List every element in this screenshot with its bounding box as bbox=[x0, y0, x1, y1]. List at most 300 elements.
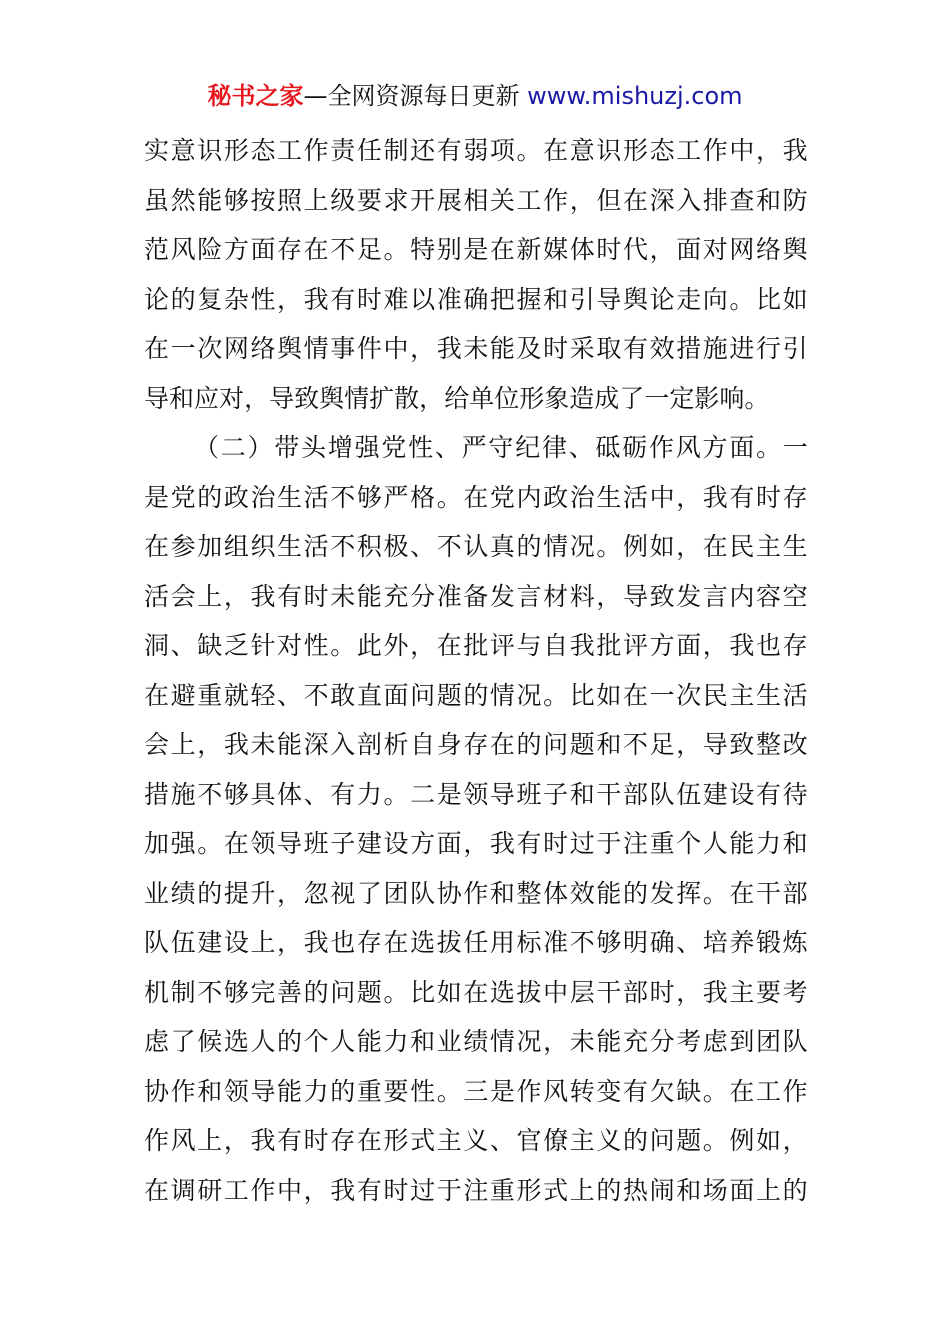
text-char: 生 bbox=[277, 482, 303, 512]
text-char: 导 bbox=[277, 829, 303, 858]
text-char: 我 bbox=[569, 631, 595, 660]
text-char: 的 bbox=[516, 532, 542, 561]
text-line bbox=[144, 522, 808, 572]
text-char: 情 bbox=[489, 680, 515, 710]
text-char: 重 bbox=[649, 829, 675, 858]
text-char: 义 bbox=[463, 1126, 489, 1155]
text-char: 存 bbox=[782, 631, 808, 660]
text-char: 自 bbox=[543, 631, 569, 660]
text-char: 与 bbox=[516, 631, 542, 660]
text-char: 如 bbox=[756, 1126, 782, 1155]
text-char: （ bbox=[194, 433, 220, 462]
text-char: 有 bbox=[277, 581, 303, 611]
text-char: 网 bbox=[223, 334, 249, 363]
text-char: 时 bbox=[756, 482, 782, 512]
text-char: 织 bbox=[250, 532, 276, 561]
text-char: 带 bbox=[274, 433, 300, 462]
text-char: 舆 bbox=[622, 284, 648, 314]
text-char: 砺 bbox=[622, 433, 648, 462]
text-char: 上 bbox=[250, 928, 276, 957]
text-char: 了 bbox=[619, 383, 645, 413]
text-char: 力 bbox=[756, 829, 782, 858]
text-char: 致 bbox=[294, 383, 320, 413]
text-char: 上 bbox=[569, 1175, 595, 1205]
text-char: 新 bbox=[516, 235, 542, 264]
text-line bbox=[144, 770, 808, 820]
text-char: ， bbox=[649, 235, 675, 264]
text-char: 确 bbox=[463, 284, 489, 314]
text-char: 代 bbox=[622, 235, 648, 264]
text-char: 在 bbox=[622, 185, 648, 215]
text-char: 活 bbox=[144, 581, 170, 611]
text-char: 比 bbox=[569, 680, 595, 710]
text-char: 把 bbox=[489, 284, 515, 314]
text-char: 措 bbox=[144, 779, 170, 809]
text-char: ） bbox=[247, 433, 273, 462]
text-char: 和 bbox=[489, 878, 515, 908]
text-char: 加 bbox=[197, 532, 223, 561]
text-char: 比 bbox=[756, 284, 782, 314]
text-char: 场 bbox=[702, 1175, 728, 1205]
text-char: 形 bbox=[622, 136, 648, 165]
text-char: ， bbox=[676, 482, 702, 512]
text-char: ， bbox=[463, 829, 489, 858]
text-char: 一 bbox=[170, 334, 196, 363]
text-char: 体 bbox=[277, 779, 303, 809]
text-char: 官 bbox=[516, 1126, 542, 1155]
text-char: ， bbox=[303, 1175, 329, 1205]
text-char: 时 bbox=[303, 1126, 329, 1155]
text-char: 能 bbox=[596, 878, 622, 908]
text-char: 态 bbox=[649, 136, 675, 165]
text-char: 意 bbox=[569, 136, 595, 165]
text-char: 分 bbox=[649, 1027, 675, 1056]
text-char: 论 bbox=[649, 284, 675, 314]
text-char: 我 bbox=[702, 977, 728, 1007]
text-char: 积 bbox=[356, 532, 382, 561]
text-char: 建 bbox=[356, 829, 382, 858]
text-char: 性 bbox=[408, 433, 434, 462]
text-char: 开 bbox=[410, 185, 436, 215]
text-char: 次 bbox=[676, 680, 702, 710]
text-char: 、 bbox=[303, 779, 329, 809]
text-char: 忽 bbox=[303, 878, 329, 908]
text-char: 。 bbox=[197, 829, 223, 858]
text-char: 中 bbox=[649, 482, 675, 512]
text-char: 协 bbox=[436, 878, 462, 908]
text-char: 子 bbox=[543, 779, 569, 809]
text-char: 杂 bbox=[223, 284, 249, 314]
text-char: 纪 bbox=[515, 433, 541, 462]
text-char: 面 bbox=[729, 1175, 755, 1205]
text-char: 时 bbox=[596, 235, 622, 264]
text-char: 弱 bbox=[463, 136, 489, 165]
text-char: 乏 bbox=[223, 631, 249, 660]
text-char: 引 bbox=[782, 334, 808, 363]
text-char: 的 bbox=[596, 1175, 622, 1205]
text-char: 以 bbox=[410, 284, 436, 314]
site-url-link[interactable]: www.mishuzj.com bbox=[527, 82, 743, 110]
text-char: 能 bbox=[596, 1027, 622, 1056]
text-char: 。 bbox=[383, 235, 409, 264]
text-char: 绩 bbox=[463, 1027, 489, 1056]
text-line bbox=[144, 1166, 808, 1216]
text-char: 我 bbox=[330, 1175, 356, 1205]
text-char: 深 bbox=[649, 185, 675, 215]
text-char: 但 bbox=[596, 185, 622, 215]
text-char: 有 bbox=[516, 829, 542, 858]
text-char: 能 bbox=[277, 1076, 303, 1106]
text-char: 成 bbox=[594, 383, 620, 413]
text-char: 情 bbox=[303, 334, 329, 363]
text-char: 方 bbox=[649, 631, 675, 660]
text-char: 伍 bbox=[676, 779, 702, 809]
text-line bbox=[144, 671, 808, 721]
text-char: 形 bbox=[223, 136, 249, 165]
text-char: 活 bbox=[303, 532, 329, 561]
text-char: 内 bbox=[516, 482, 542, 512]
text-char: 性 bbox=[303, 631, 329, 660]
text-char: 个 bbox=[303, 1027, 329, 1056]
text-char: 严 bbox=[461, 433, 487, 462]
text-char: 时 bbox=[356, 284, 382, 314]
text-char: 有 bbox=[622, 1076, 648, 1106]
text-char: 存 bbox=[463, 730, 489, 759]
text-char: 义 bbox=[596, 1126, 622, 1155]
text-char: 的 bbox=[463, 680, 489, 710]
text-char: 特 bbox=[410, 235, 436, 264]
text-char: 到 bbox=[729, 1027, 755, 1056]
brand-name: 秘书之家 bbox=[207, 82, 304, 110]
text-char: 险 bbox=[197, 235, 223, 264]
text-char: 题 bbox=[676, 1126, 702, 1155]
text-char: 作 bbox=[463, 878, 489, 908]
text-char: 考 bbox=[676, 1027, 702, 1056]
text-char: 治 bbox=[250, 482, 276, 512]
text-char: 我 bbox=[436, 334, 462, 363]
text-char: 取 bbox=[596, 334, 622, 363]
text-char: 照 bbox=[277, 185, 303, 215]
text-char: 、 bbox=[568, 433, 594, 462]
text-char: 在 bbox=[489, 730, 515, 759]
text-char: 绩 bbox=[170, 878, 196, 908]
text-char: ， bbox=[244, 383, 270, 413]
text-char: 的 bbox=[197, 482, 223, 512]
text-char: 存 bbox=[277, 235, 303, 264]
text-char: 此 bbox=[356, 631, 382, 660]
text-char: 中 bbox=[543, 977, 569, 1007]
text-char: 了 bbox=[356, 878, 382, 908]
text-char: 生 bbox=[756, 680, 782, 710]
text-char: 热 bbox=[622, 1175, 648, 1205]
text-char: 级 bbox=[330, 185, 356, 215]
text-char: 位 bbox=[494, 383, 520, 413]
text-char: ， bbox=[676, 532, 702, 561]
text-char: 领 bbox=[250, 829, 276, 858]
paragraph-start-line bbox=[144, 423, 808, 473]
text-char: 治 bbox=[569, 482, 595, 512]
text-line bbox=[144, 324, 808, 374]
text-char: 二 bbox=[220, 433, 246, 462]
text-char: 不 bbox=[197, 779, 223, 809]
text-char: 避 bbox=[170, 680, 196, 710]
text-char: 致 bbox=[649, 581, 675, 611]
text-char: 整 bbox=[516, 878, 542, 908]
text-char: 如 bbox=[436, 977, 462, 1007]
text-char: 于 bbox=[596, 829, 622, 858]
text-char: 于 bbox=[436, 1175, 462, 1205]
text-char: 情 bbox=[489, 1027, 515, 1056]
text-char: 队 bbox=[649, 779, 675, 809]
text-char: 有 bbox=[356, 1175, 382, 1205]
text-char: 候 bbox=[197, 1027, 223, 1056]
text-char: 能 bbox=[729, 829, 755, 858]
text-char: 民 bbox=[702, 680, 728, 710]
text-char: 协 bbox=[144, 1076, 170, 1106]
text-char: 我 bbox=[250, 581, 276, 611]
text-char: 未 bbox=[463, 334, 489, 363]
text-char: 确 bbox=[649, 928, 675, 957]
text-char: 个 bbox=[676, 829, 702, 858]
text-char: 增 bbox=[327, 433, 353, 462]
text-char: 在 bbox=[144, 680, 170, 710]
text-char: 范 bbox=[144, 235, 170, 264]
text-char: 上 bbox=[756, 1175, 782, 1205]
text-char: 导 bbox=[269, 383, 295, 413]
text-char: 领 bbox=[463, 779, 489, 809]
text-char: 。 bbox=[756, 433, 782, 462]
text-char: 和 bbox=[756, 185, 782, 215]
text-char: 主 bbox=[729, 977, 755, 1007]
text-char: 形 bbox=[383, 1126, 409, 1155]
text-char: 性 bbox=[250, 284, 276, 314]
text-char: 洞 bbox=[144, 631, 170, 660]
text-char: 比 bbox=[410, 977, 436, 1007]
text-char: 是 bbox=[463, 235, 489, 264]
text-char: 识 bbox=[197, 136, 223, 165]
text-char: 民 bbox=[729, 532, 755, 561]
text-char: 性 bbox=[410, 1076, 436, 1106]
text-char: 选 bbox=[410, 928, 436, 957]
text-char: 要 bbox=[756, 977, 782, 1007]
text-char: 准 bbox=[436, 581, 462, 611]
text-char: 变 bbox=[596, 1076, 622, 1106]
text-char: 责 bbox=[330, 136, 356, 165]
text-char: 我 bbox=[223, 730, 249, 759]
text-char: 响 bbox=[719, 383, 745, 413]
text-char: 形 bbox=[519, 383, 545, 413]
text-char: 干 bbox=[596, 779, 622, 809]
text-char: 散 bbox=[394, 383, 420, 413]
text-char: 在 bbox=[489, 235, 515, 264]
text-char: 是 bbox=[436, 779, 462, 809]
text-char: 改 bbox=[782, 730, 808, 759]
text-char: 导 bbox=[144, 383, 170, 413]
text-char: 党 bbox=[381, 433, 407, 462]
text-char: 工 bbox=[277, 136, 303, 165]
text-char: 况 bbox=[516, 1027, 542, 1056]
document-body bbox=[144, 126, 808, 1215]
text-char: 影 bbox=[694, 383, 720, 413]
text-char: 作 bbox=[516, 1076, 542, 1106]
text-char: 、 bbox=[434, 433, 460, 462]
text-char: 。 bbox=[330, 631, 356, 660]
text-char: 。 bbox=[729, 284, 755, 314]
text-char: 在 bbox=[436, 631, 462, 660]
text-line bbox=[144, 473, 808, 523]
text-char: 在 bbox=[463, 977, 489, 1007]
text-char: 头 bbox=[301, 433, 327, 462]
text-char: 深 bbox=[303, 730, 329, 759]
text-char: 导 bbox=[622, 581, 648, 611]
text-char: 活 bbox=[303, 482, 329, 512]
text-char: 敢 bbox=[330, 680, 356, 710]
text-char: 能 bbox=[489, 334, 515, 363]
text-char: 防 bbox=[782, 185, 808, 215]
text-char: 队 bbox=[782, 1027, 808, 1056]
text-char: 政 bbox=[543, 482, 569, 512]
text-char: 一 bbox=[649, 680, 675, 710]
text-char: 体 bbox=[543, 878, 569, 908]
text-char: 析 bbox=[383, 730, 409, 759]
text-char: 未 bbox=[569, 1027, 595, 1056]
text-char: 网 bbox=[729, 235, 755, 264]
text-char: 舆 bbox=[782, 235, 808, 264]
text-char: 在 bbox=[729, 1076, 755, 1106]
text-char: 够 bbox=[356, 482, 382, 512]
text-char: 项 bbox=[489, 136, 515, 165]
text-char: 设 bbox=[383, 829, 409, 858]
text-char: 培 bbox=[702, 928, 728, 957]
text-char: ， bbox=[410, 334, 436, 363]
text-char: 中 bbox=[729, 136, 755, 165]
text-char: 锻 bbox=[756, 928, 782, 957]
text-char: 行 bbox=[756, 334, 782, 363]
text-char: 中 bbox=[277, 1175, 303, 1205]
text-char: 伍 bbox=[170, 928, 196, 957]
text-char: 在 bbox=[463, 482, 489, 512]
text-char: 发 bbox=[649, 878, 675, 908]
text-char: 调 bbox=[170, 1175, 196, 1205]
text-char: 时 bbox=[383, 1175, 409, 1205]
text-char: 意 bbox=[170, 136, 196, 165]
text-char: 材 bbox=[543, 581, 569, 611]
text-char: 面 bbox=[676, 631, 702, 660]
text-char: 不 bbox=[569, 928, 595, 957]
text-char: 干 bbox=[596, 977, 622, 1007]
text-char: 提 bbox=[223, 878, 249, 908]
text-char: 党 bbox=[170, 482, 196, 512]
text-char: 领 bbox=[223, 1076, 249, 1106]
text-char: ， bbox=[197, 730, 223, 759]
text-line bbox=[144, 720, 808, 770]
text-char: 队 bbox=[144, 928, 170, 957]
text-char: 风 bbox=[170, 1126, 196, 1155]
text-char: 。 bbox=[543, 680, 569, 710]
text-line bbox=[144, 1017, 808, 1067]
text-char: 作 bbox=[250, 1175, 276, 1205]
text-char: 题 bbox=[569, 730, 595, 759]
text-char: 在 bbox=[729, 878, 755, 908]
text-char: 要 bbox=[356, 185, 382, 215]
text-char: 力 bbox=[356, 779, 382, 809]
text-char: 象 bbox=[544, 383, 570, 413]
text-char: 严 bbox=[383, 482, 409, 512]
text-char: 也 bbox=[330, 928, 356, 957]
text-char: 工 bbox=[756, 1076, 782, 1106]
text-char: 不 bbox=[197, 977, 223, 1007]
text-char: 具 bbox=[250, 779, 276, 809]
text-char: 的 bbox=[330, 1076, 356, 1106]
text-char: 机 bbox=[144, 977, 170, 1007]
text-char: 队 bbox=[410, 878, 436, 908]
text-char: 砥 bbox=[595, 433, 621, 462]
text-char: 我 bbox=[303, 284, 329, 314]
text-char: ， bbox=[223, 581, 249, 611]
text-char: 有 bbox=[436, 136, 462, 165]
text-char: 导 bbox=[702, 730, 728, 759]
text-char: 式 bbox=[543, 1175, 569, 1205]
text-char: 能 bbox=[356, 581, 382, 611]
text-char: 展 bbox=[436, 185, 462, 215]
text-line bbox=[144, 621, 808, 671]
text-char: 在 bbox=[303, 235, 329, 264]
text-char: 评 bbox=[622, 631, 648, 660]
text-char: 。 bbox=[436, 482, 462, 512]
text-char: 扩 bbox=[369, 383, 395, 413]
text-char: 工 bbox=[516, 185, 542, 215]
text-char: 。 bbox=[702, 878, 728, 908]
text-char: 致 bbox=[729, 730, 755, 759]
text-char: 。 bbox=[383, 779, 409, 809]
text-char: 和 bbox=[569, 779, 595, 809]
text-char: 一 bbox=[644, 383, 670, 413]
text-char: 入 bbox=[330, 730, 356, 759]
text-char: 生 bbox=[782, 532, 808, 561]
text-char: 重 bbox=[356, 1076, 382, 1106]
text-char: 和 bbox=[782, 829, 808, 858]
text-char: 政 bbox=[223, 482, 249, 512]
text-char: 强 bbox=[354, 433, 380, 462]
text-char: 干 bbox=[756, 878, 782, 908]
text-char: 直 bbox=[356, 680, 382, 710]
text-char: 难 bbox=[383, 284, 409, 314]
text-char: 。 bbox=[744, 383, 770, 413]
text-char: 虑 bbox=[144, 1027, 170, 1056]
text-char: 舆 bbox=[319, 383, 345, 413]
text-char: ， bbox=[277, 878, 303, 908]
text-char: 方 bbox=[223, 235, 249, 264]
text-char: 一 bbox=[782, 433, 808, 462]
text-char: 、 bbox=[676, 928, 702, 957]
text-char: 足 bbox=[356, 235, 382, 264]
text-char: 备 bbox=[463, 581, 489, 611]
text-char: 制 bbox=[170, 977, 196, 1007]
text-char: 况 bbox=[569, 532, 595, 561]
text-line bbox=[144, 968, 808, 1018]
text-char: 部 bbox=[782, 878, 808, 908]
text-char: 有 bbox=[330, 779, 356, 809]
text-char: 充 bbox=[622, 1027, 648, 1056]
text-char: 排 bbox=[702, 185, 728, 215]
text-char: 能 bbox=[197, 185, 223, 215]
text-char: 过 bbox=[569, 829, 595, 858]
text-char: 引 bbox=[569, 284, 595, 314]
text-line bbox=[144, 275, 808, 325]
text-char: 够 bbox=[223, 185, 249, 215]
text-char: ， bbox=[676, 977, 702, 1007]
text-char: 主 bbox=[729, 680, 755, 710]
